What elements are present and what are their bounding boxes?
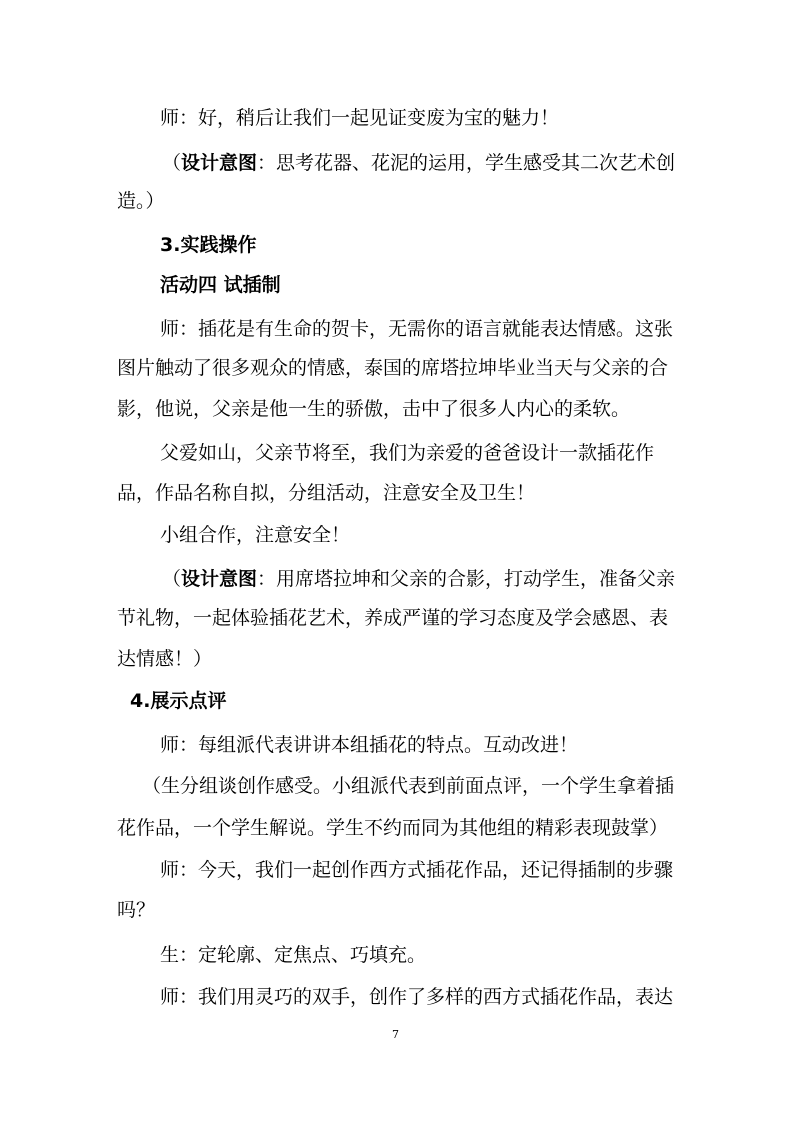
paragraph-line: 图片触动了很多观众的情感，泰国的席塔拉坤毕业当天与父亲的合 bbox=[117, 357, 669, 379]
design-intent-label: 设计意图 bbox=[181, 152, 258, 174]
section-heading: 4.展示点评 bbox=[130, 690, 227, 712]
paragraph-line: 师：今天，我们一起创作西方式插花作品，还记得插制的步骤 bbox=[160, 859, 674, 881]
paragraph-line: （生分组谈创作感受。小组派代表到前面点评，一个学生拿着插 bbox=[142, 775, 675, 797]
paragraph-line: 师：插花是有生命的贺卡，无需你的语言就能表达情感。这张 bbox=[160, 318, 674, 340]
design-intent-text: ：思考花器、花泥的运用，学生感受其二次艺术创 bbox=[257, 152, 676, 174]
paragraph-line: 吗？ bbox=[117, 899, 156, 921]
open-paren: （ bbox=[162, 152, 182, 174]
paragraph-teacher-line: 师：好，稍后让我们一起见证变废为宝的魅力！ bbox=[160, 107, 560, 129]
design-intent-paragraph bbox=[162, 150, 675, 176]
design-intent-paragraph bbox=[162, 566, 675, 592]
paragraph-line: 师：每组派代表讲讲本组插花的特点。互动改进！ bbox=[160, 734, 579, 756]
activity-heading: 活动四 试插制 bbox=[160, 274, 281, 296]
open-paren: （ bbox=[162, 568, 182, 590]
page-number: 7 bbox=[392, 1028, 399, 1041]
paragraph-line: 小组合作，注意安全！ bbox=[160, 524, 351, 546]
paragraph-line: 造。） bbox=[117, 190, 165, 212]
paragraph-line: 达情感！） bbox=[117, 648, 213, 670]
design-intent-text: ：用席塔拉坤和父亲的合影，打动学生，准备父亲 bbox=[257, 568, 676, 590]
paragraph-line: 影，他说，父亲是他一生的骄傲，击中了很多人内心的柔软。 bbox=[117, 398, 631, 420]
paragraph-line: 节礼物，一起体验插花艺术，养成严谨的学习态度及学会感恩、表 bbox=[117, 607, 669, 629]
design-intent-label: 设计意图 bbox=[181, 568, 258, 590]
paragraph-line: 生：定轮廓、定焦点、巧填充。 bbox=[160, 944, 427, 966]
section-heading: 3.实践操作 bbox=[160, 234, 257, 256]
paragraph-line: 品，作品名称自拟，分组活动，注意安全及卫生！ bbox=[117, 482, 536, 504]
paragraph-line: 师：我们用灵巧的双手，创作了多样的西方式插花作品，表达 bbox=[160, 986, 674, 1008]
paragraph-line: 父爱如山，父亲节将至，我们为亲爱的爸爸设计一款插花作 bbox=[160, 442, 655, 464]
paragraph-line: 花作品，一个学生解说。学生不约而同为其他组的精彩表现鼓掌） bbox=[117, 817, 669, 839]
